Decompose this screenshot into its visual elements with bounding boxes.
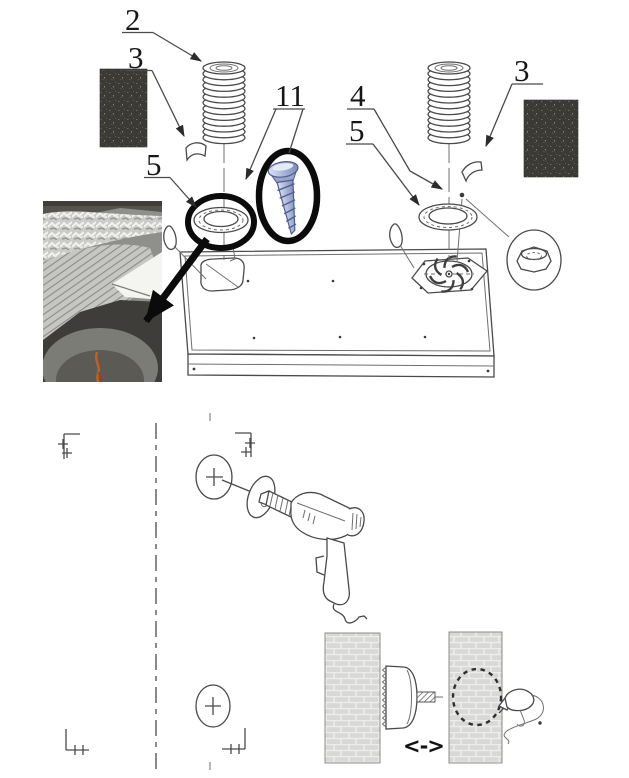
screw-tiny: [460, 193, 465, 198]
callout-label-5-right: 5: [349, 113, 365, 148]
callout-label-4: 4: [350, 78, 366, 113]
callout-label-11: 11: [275, 78, 305, 113]
saw-arbor-shaft: [417, 692, 435, 702]
drill-trigger: [316, 556, 324, 575]
foil-duct-photo: [42, 201, 162, 410]
collar-detail-bubble: [507, 230, 561, 290]
aluminium-tape-photo-left: [100, 69, 147, 147]
flexible-duct-left: [203, 62, 245, 144]
distance-marker-label: <->: [403, 734, 444, 758]
brick-wall-right: [449, 632, 502, 763]
callout-label-3-left: 3: [128, 40, 144, 75]
brick-wall-left: [325, 633, 380, 763]
callout-label-3-right: 3: [514, 53, 530, 88]
callout-label-5-left: 5: [146, 147, 162, 182]
aluminium-tape-photo-right: [524, 100, 578, 177]
callout-label-2: 2: [125, 2, 141, 37]
flange-ring-right: [419, 204, 477, 230]
flexible-duct-right: [428, 62, 470, 144]
